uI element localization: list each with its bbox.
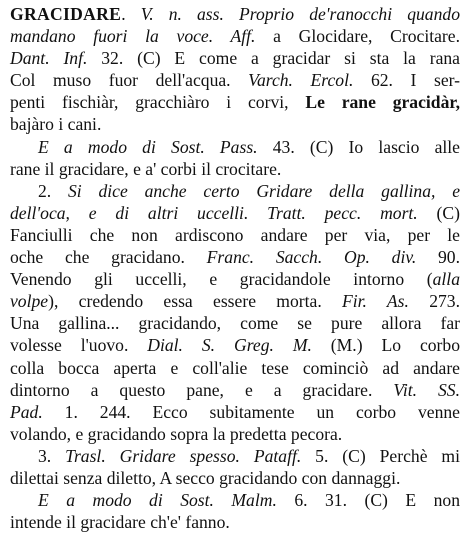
entry-substantive-usage	[10, 136, 460, 180]
text-run: Una gallina... gracidando, come se pure allora far	[10, 313, 460, 334]
text-run: 62. I ser-	[353, 70, 460, 91]
text-run: 1. 244. Ecco subitamente un corbo venne	[42, 401, 460, 422]
italic-text: Fir. As.	[342, 291, 409, 312]
text-line	[10, 290, 460, 312]
entry-sense-2	[10, 180, 460, 445]
text-line	[10, 312, 460, 334]
italic-text: Vit. SS.	[393, 379, 460, 400]
text-line	[10, 268, 460, 290]
italic-text: alla	[432, 269, 460, 290]
text-run: .	[121, 4, 141, 24]
text-run: Col muso fuor dell'acqua.	[10, 70, 249, 91]
text-run: (M.) Lo corbo	[311, 335, 460, 356]
text-line	[10, 25, 460, 47]
text-run: 2.	[38, 180, 68, 201]
text-line	[10, 423, 460, 445]
entry-definition	[10, 3, 460, 136]
text-run: 5. (C) Perchè mi	[301, 445, 461, 466]
italic-text: Varch. Ercol.	[248, 70, 354, 91]
bold-text: Le rane gracidàr,	[305, 92, 460, 113]
text-run: a Glocidare, Crocitare.	[255, 26, 460, 47]
italic-text: volpe	[10, 291, 49, 312]
italic-text: Franc. Sacch. Op. div.	[206, 247, 417, 268]
text-run: ), credendo essa essere morta.	[48, 291, 343, 312]
text-run: bajàro i cani.	[10, 114, 102, 135]
text-run: intende il gracidare ch'e' fanno.	[10, 512, 230, 533]
text-line	[10, 180, 460, 202]
text-run: 43. (C) Io lascio alle	[257, 136, 460, 157]
text-line	[10, 3, 460, 25]
text-run: colla bocca aperta e coll'alie tese cominciò ad andare	[10, 357, 460, 378]
italic-text: Dant. Inf.	[10, 48, 88, 69]
italic-text: Dial. S. Greg. M.	[147, 335, 312, 356]
text-line	[10, 445, 460, 467]
entry-sense-3	[10, 445, 460, 489]
text-line	[10, 136, 460, 158]
text-line	[10, 334, 460, 356]
text-line	[10, 202, 460, 224]
text-run: penti fischiàr, gracchiàro i corvi,	[10, 92, 306, 113]
text-line	[10, 489, 460, 511]
text-run: 273.	[408, 291, 460, 312]
text-run: oche che gracidano.	[10, 247, 207, 268]
italic-text: dell'oca, e di altri uccelli. Tratt. pecc. mort.	[10, 202, 418, 223]
text-line	[10, 113, 460, 135]
text-line	[10, 158, 460, 180]
italic-text: Pad.	[10, 401, 43, 422]
italic-text: Trasl. Gridare spesso. Pataff.	[65, 445, 302, 466]
entry-substantive-usage-2	[10, 489, 460, 533]
italic-text: mandano fuori la voce. Aff.	[10, 26, 256, 47]
text-line	[10, 379, 460, 401]
text-line	[10, 224, 460, 246]
text-line	[10, 357, 460, 379]
text-line	[10, 511, 460, 533]
text-run: dilettai senza diletto, A secco gracidando con dannaggi.	[10, 467, 401, 488]
text-run: volando, e gracidando sopra la predetta pecora.	[10, 423, 343, 444]
italic-text: E a modo di Sost. Pass.	[38, 136, 258, 157]
text-line	[10, 47, 460, 69]
dictionary-entry	[10, 3, 460, 533]
text-run: 6. 31. (C) E non	[276, 490, 460, 511]
headword: GRACIDARE	[10, 4, 122, 24]
text-line	[10, 401, 460, 423]
text-run: rane il gracidare, e a' corbi il crocitare.	[10, 158, 282, 179]
italic-text: Si dice anche certo Gridare della gallina, e	[68, 180, 460, 201]
italic-text: V. n. ass. Proprio de'ranocchi quando	[140, 4, 460, 24]
text-line	[10, 467, 460, 489]
text-run: Venendo gli uccelli, e gracidandole intorno (	[10, 269, 433, 290]
text-run: Fanciulli che non ardiscono andare per via, per le	[10, 224, 460, 245]
text-run: 3.	[38, 445, 66, 466]
text-run: (C)	[417, 202, 460, 223]
text-run: 90.	[416, 247, 461, 268]
text-line	[10, 91, 460, 113]
italic-text: E a modo di Sost. Malm.	[38, 490, 277, 511]
text-run: 32. (C) E come a gracidar si sta la rana	[87, 48, 460, 69]
text-line	[10, 246, 460, 268]
text-line	[10, 69, 460, 91]
text-run: dintorno a questo pane, e a gracidare.	[10, 379, 394, 400]
text-run: volesse l'uovo.	[10, 335, 148, 356]
